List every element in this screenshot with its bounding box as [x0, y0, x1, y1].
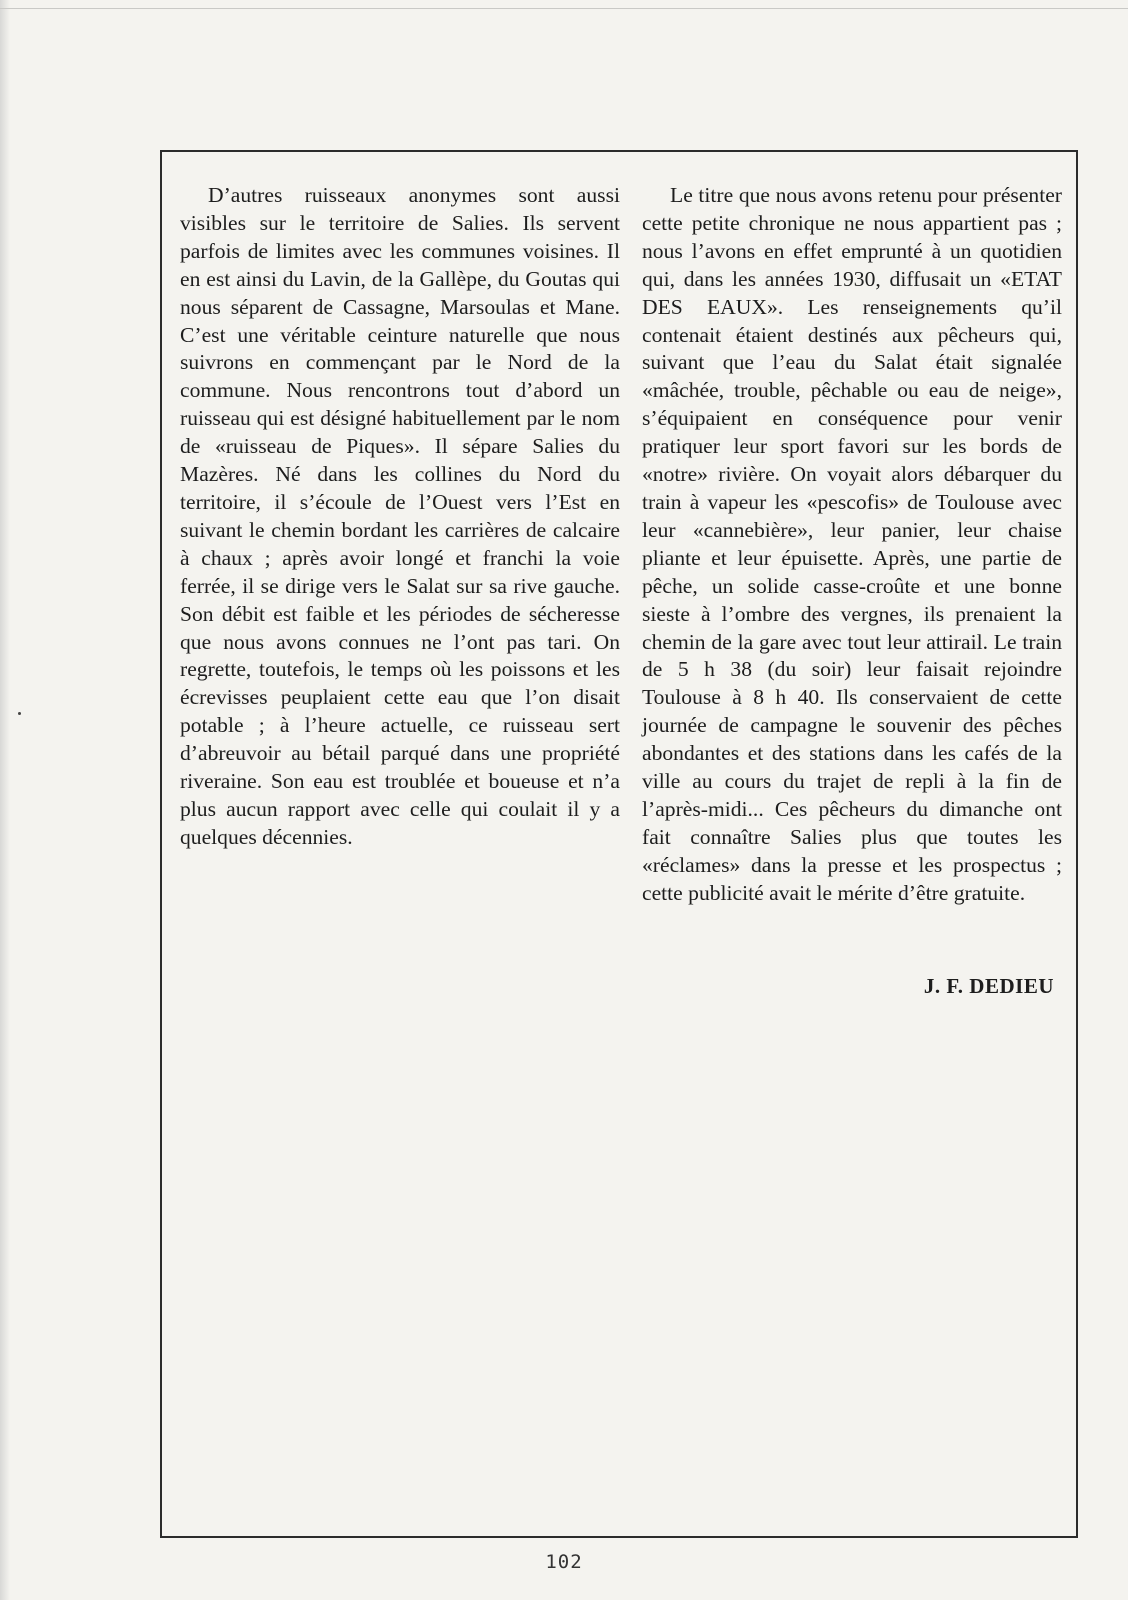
left-column: [180, 182, 620, 852]
top-page-rule: [0, 8, 1128, 9]
page-number: 102: [545, 1551, 583, 1573]
right-column-paragraph: Le titre que nous avons retenu pour présenter cette petite chronique ne nous appartient pas ; nous l’avons en effet emprunté à un quotidien qui, dans les années 1930, diffusait un «ETAT DES EAUX». Les renseignements qu’il contenait étaient destinés aux pêcheurs qui, suivant que l’eau du Salat était signalée «mâchée, trouble, pêchable ou eau de neige», s’équipaient en conséquence pour venir pratiquer leur sport favori sur les bords de «notre» rivière. On voyait alors débarquer du train à vapeur les «pescofis» de Toulouse avec leur «cannebière», leur panier, leur chaise pliante et leur épuisette. Après, une partie de pêche, un solide casse-croûte et une bonne sieste à l’ombre des vergnes, ils prenaient la chemin de la gare avec tout leur attirail. Le train de 5 h 38 (du soir) leur faisait rejoindre Toulouse à 8 h 40. Ils conservaient de cette journée de campagne le souvenir des pêches abondantes et des stations dans les cafés de la ville au cours du trajet de repli à la fin de l’après-midi... Ces pêcheurs du dimanche ont fait connaître Salies plus que toutes les «réclames» dans la presse et les prospectus ; cette publicité avait le mérite d’être gratuite.: [642, 183, 1062, 905]
scan-edge-shadow: [0, 0, 10, 1600]
author-signature: J. F. DEDIEU: [923, 974, 1054, 998]
article-frame: [160, 150, 1078, 1538]
left-column-paragraph: D’autres ruisseaux anonymes sont aussi visibles sur le territoire de Salies. Ils servent parfois de limites avec les communes voisines. Il en est ainsi du Lavin, de la Gallèpe, du Goutas qui nous séparent de Cassagne, Marsoulas et Mane. C’est une véritable ceinture naturelle que nous suivrons en commençant par le Nord de la commune. Nous rencontrons tout d’abord un ruisseau qui est désigné habituellement par le nom de «ruisseau de Piques». Il sépare Salies du Mazères. Né dans les collines du Nord du territoire, il s’écoule de l’Ouest vers l’Est en suivant le chemin bordant les carrières de calcaire à chaux ; après avoir longé et franchi la voie ferrée, il se dirige vers le Salat sur sa rive gauche. Son débit est faible et les périodes de sécheresse que nous avons connues ne l’ont pas tari. On regrette, toutefois, le temps où les poissons et les écrevisses peuplaient cette eau que l’on disait potable ; à l’heure actuelle, ce ruisseau sert d’abreuvoir au bétail parqué dans une propriété riveraine. Son eau est troublée et boueuse et n’a plus aucun rapport avec celle qui coulait il y a quelques décennies.: [180, 183, 620, 849]
right-column: [642, 182, 1062, 908]
scan-speck: [18, 712, 21, 715]
